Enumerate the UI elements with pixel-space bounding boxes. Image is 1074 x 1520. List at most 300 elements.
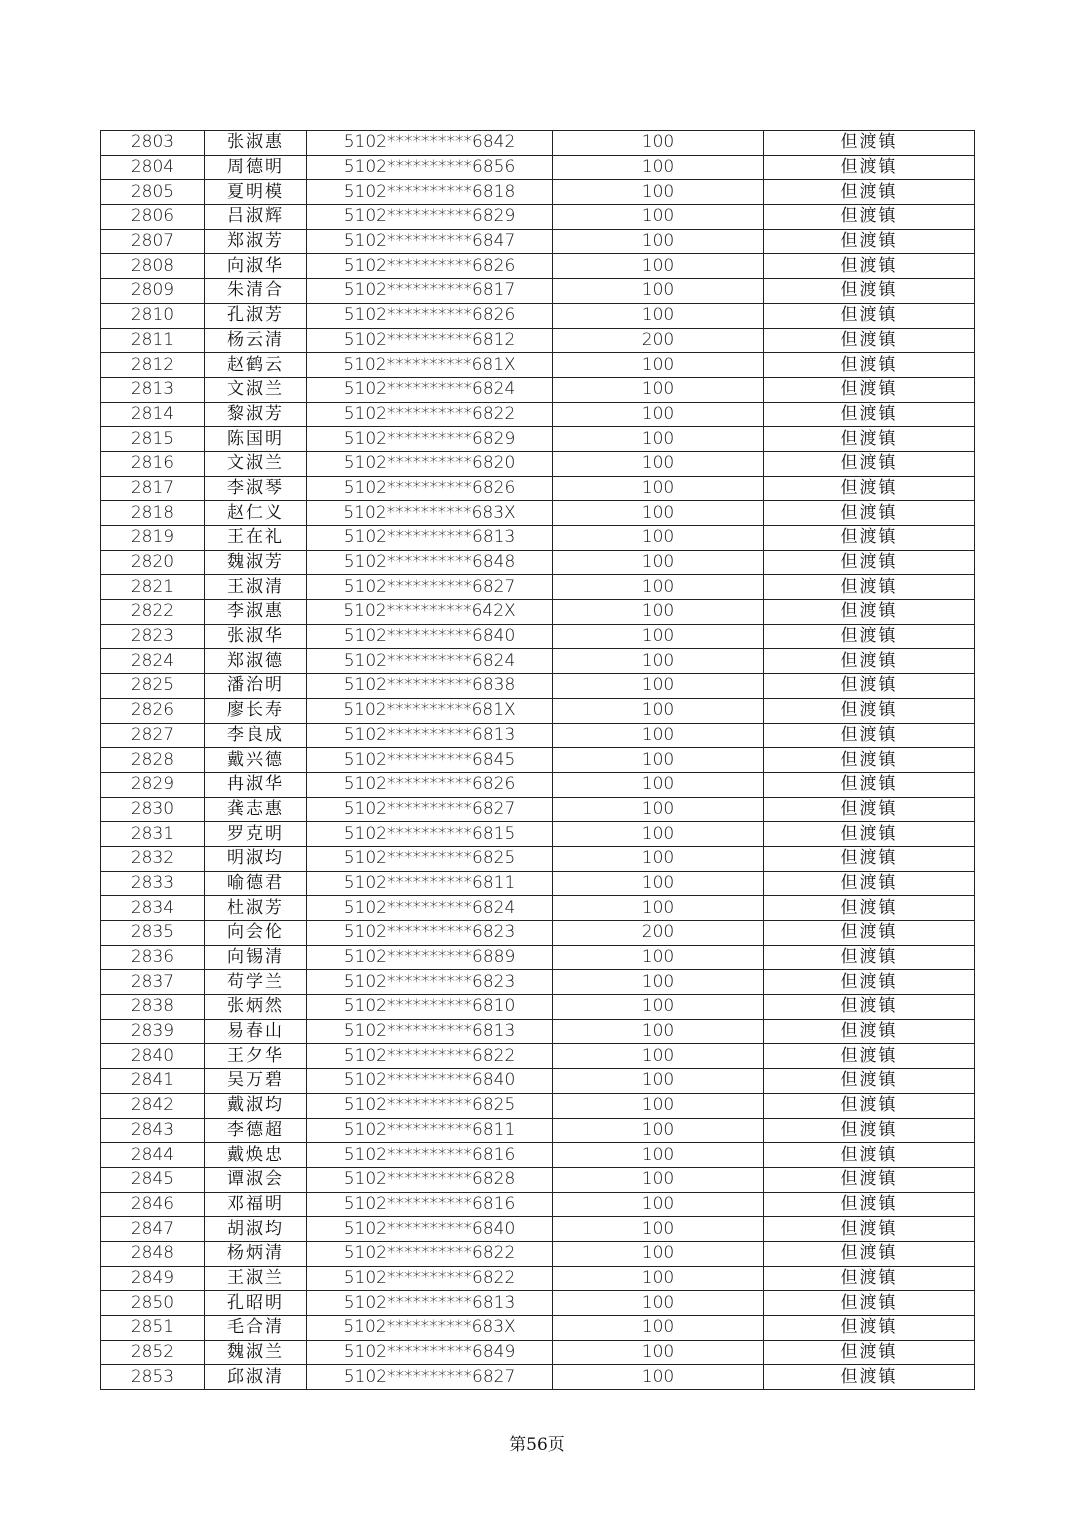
- cell-id-number: 5102**********6828: [307, 1167, 553, 1192]
- cell-serial-number: 2808: [101, 254, 205, 279]
- cell-id-number: 5102**********6838: [307, 674, 553, 699]
- cell-amount: 100: [553, 476, 764, 501]
- cell-amount: 100: [553, 1316, 764, 1341]
- cell-serial-number: 2809: [101, 279, 205, 304]
- table-row: [101, 526, 975, 551]
- table-row: [101, 797, 975, 822]
- cell-id-number: 5102**********6840: [307, 624, 553, 649]
- cell-amount: 100: [553, 451, 764, 476]
- table-row: [101, 748, 975, 773]
- cell-person-name: 毛合清: [205, 1316, 307, 1341]
- cell-person-name: 罗克明: [205, 822, 307, 847]
- cell-id-number: 5102**********683X: [307, 501, 553, 526]
- cell-person-name: 易春山: [205, 1019, 307, 1044]
- cell-person-name: 戴焕忠: [205, 1143, 307, 1168]
- cell-person-name: 赵仁义: [205, 501, 307, 526]
- cell-town: 但渡镇: [764, 1291, 975, 1316]
- cell-serial-number: 2833: [101, 871, 205, 896]
- cell-id-number: 5102**********6822: [307, 1241, 553, 1266]
- cell-amount: 100: [553, 1143, 764, 1168]
- cell-serial-number: 2822: [101, 600, 205, 625]
- cell-amount: 100: [553, 871, 764, 896]
- cell-amount: 100: [553, 600, 764, 625]
- cell-serial-number: 2848: [101, 1241, 205, 1266]
- cell-serial-number: 2816: [101, 451, 205, 476]
- cell-serial-number: 2814: [101, 402, 205, 427]
- cell-town: 但渡镇: [764, 772, 975, 797]
- cell-serial-number: 2843: [101, 1118, 205, 1143]
- cell-person-name: 向淑华: [205, 254, 307, 279]
- cell-id-number: 5102**********6811: [307, 1118, 553, 1143]
- cell-id-number: 5102**********6811: [307, 871, 553, 896]
- cell-amount: 100: [553, 205, 764, 230]
- table-row: [101, 550, 975, 575]
- table-row: [101, 772, 975, 797]
- cell-town: 但渡镇: [764, 649, 975, 674]
- cell-amount: 100: [553, 995, 764, 1020]
- cell-person-name: 龚志惠: [205, 797, 307, 822]
- cell-person-name: 王夕华: [205, 1044, 307, 1069]
- cell-serial-number: 2839: [101, 1019, 205, 1044]
- cell-id-number: 5102**********6823: [307, 921, 553, 946]
- cell-amount: 100: [553, 254, 764, 279]
- cell-amount: 100: [553, 279, 764, 304]
- cell-id-number: 5102**********6826: [307, 772, 553, 797]
- cell-town: 但渡镇: [764, 180, 975, 205]
- cell-serial-number: 2811: [101, 328, 205, 353]
- cell-person-name: 魏淑兰: [205, 1340, 307, 1365]
- cell-amount: 100: [553, 1365, 764, 1390]
- table-row: [101, 896, 975, 921]
- cell-amount: 100: [553, 970, 764, 995]
- cell-town: 但渡镇: [764, 1266, 975, 1291]
- cell-id-number: 5102**********6813: [307, 1291, 553, 1316]
- table-row: [101, 871, 975, 896]
- cell-town: 但渡镇: [764, 451, 975, 476]
- table-row: [101, 205, 975, 230]
- cell-serial-number: 2806: [101, 205, 205, 230]
- cell-serial-number: 2849: [101, 1266, 205, 1291]
- cell-person-name: 吴万碧: [205, 1069, 307, 1094]
- cell-person-name: 戴淑均: [205, 1093, 307, 1118]
- cell-person-name: 杨炳清: [205, 1241, 307, 1266]
- cell-person-name: 戴兴德: [205, 748, 307, 773]
- table-row: [101, 1340, 975, 1365]
- cell-serial-number: 2834: [101, 896, 205, 921]
- cell-amount: 100: [553, 1167, 764, 1192]
- cell-town: 但渡镇: [764, 1118, 975, 1143]
- cell-id-number: 5102**********6847: [307, 229, 553, 254]
- cell-town: 但渡镇: [764, 945, 975, 970]
- table-row: [101, 945, 975, 970]
- cell-person-name: 王在礼: [205, 526, 307, 551]
- cell-town: 但渡镇: [764, 1167, 975, 1192]
- cell-serial-number: 2810: [101, 303, 205, 328]
- roster-table: [100, 130, 975, 1390]
- cell-id-number: 5102**********6817: [307, 279, 553, 304]
- cell-town: 但渡镇: [764, 797, 975, 822]
- cell-person-name: 向锡清: [205, 945, 307, 970]
- cell-id-number: 5102**********6849: [307, 1340, 553, 1365]
- table-row: [101, 624, 975, 649]
- cell-serial-number: 2832: [101, 846, 205, 871]
- table-row: [101, 328, 975, 353]
- cell-serial-number: 2826: [101, 698, 205, 723]
- cell-serial-number: 2852: [101, 1340, 205, 1365]
- cell-serial-number: 2835: [101, 921, 205, 946]
- cell-serial-number: 2803: [101, 131, 205, 156]
- cell-id-number: 5102**********6826: [307, 303, 553, 328]
- cell-amount: 100: [553, 353, 764, 378]
- cell-id-number: 5102**********6840: [307, 1217, 553, 1242]
- table-row: [101, 353, 975, 378]
- cell-amount: 100: [553, 822, 764, 847]
- cell-amount: 100: [553, 1291, 764, 1316]
- cell-serial-number: 2812: [101, 353, 205, 378]
- cell-town: 但渡镇: [764, 970, 975, 995]
- cell-id-number: 5102**********6822: [307, 1044, 553, 1069]
- table-row: [101, 649, 975, 674]
- cell-serial-number: 2829: [101, 772, 205, 797]
- table-row: [101, 1044, 975, 1069]
- cell-serial-number: 2844: [101, 1143, 205, 1168]
- table-row: [101, 970, 975, 995]
- cell-town: 但渡镇: [764, 1192, 975, 1217]
- cell-id-number: 5102**********6822: [307, 1266, 553, 1291]
- cell-serial-number: 2804: [101, 155, 205, 180]
- table-row: [101, 229, 975, 254]
- cell-amount: 100: [553, 1069, 764, 1094]
- table-row: [101, 600, 975, 625]
- cell-serial-number: 2850: [101, 1291, 205, 1316]
- cell-id-number: 5102**********683X: [307, 1316, 553, 1341]
- cell-town: 但渡镇: [764, 501, 975, 526]
- cell-person-name: 李淑琴: [205, 476, 307, 501]
- cell-id-number: 5102**********6825: [307, 846, 553, 871]
- table-row: [101, 377, 975, 402]
- cell-serial-number: 2817: [101, 476, 205, 501]
- cell-serial-number: 2841: [101, 1069, 205, 1094]
- cell-amount: 100: [553, 1241, 764, 1266]
- cell-id-number: 5102**********6826: [307, 476, 553, 501]
- cell-person-name: 喻德君: [205, 871, 307, 896]
- cell-amount: 200: [553, 328, 764, 353]
- cell-person-name: 杜淑芳: [205, 896, 307, 921]
- cell-town: 但渡镇: [764, 279, 975, 304]
- cell-amount: 100: [553, 180, 764, 205]
- cell-amount: 100: [553, 377, 764, 402]
- cell-amount: 100: [553, 797, 764, 822]
- cell-id-number: 5102**********6824: [307, 649, 553, 674]
- table-row: [101, 1167, 975, 1192]
- cell-id-number: 5102**********6845: [307, 748, 553, 773]
- cell-person-name: 李德超: [205, 1118, 307, 1143]
- cell-id-number: 5102**********6827: [307, 575, 553, 600]
- cell-town: 但渡镇: [764, 402, 975, 427]
- cell-person-name: 周德明: [205, 155, 307, 180]
- cell-person-name: 潘治明: [205, 674, 307, 699]
- table-row: [101, 451, 975, 476]
- cell-serial-number: 2807: [101, 229, 205, 254]
- cell-serial-number: 2831: [101, 822, 205, 847]
- cell-amount: 100: [553, 674, 764, 699]
- cell-amount: 100: [553, 229, 764, 254]
- table-row: [101, 131, 975, 156]
- cell-town: 但渡镇: [764, 526, 975, 551]
- cell-town: 但渡镇: [764, 871, 975, 896]
- cell-person-name: 孔昭明: [205, 1291, 307, 1316]
- cell-amount: 100: [553, 1019, 764, 1044]
- cell-town: 但渡镇: [764, 476, 975, 501]
- cell-id-number: 5102**********6813: [307, 1019, 553, 1044]
- cell-person-name: 邓福明: [205, 1192, 307, 1217]
- cell-id-number: 5102**********6825: [307, 1093, 553, 1118]
- cell-amount: 100: [553, 1044, 764, 1069]
- cell-amount: 100: [553, 402, 764, 427]
- table-row: [101, 476, 975, 501]
- cell-person-name: 向会伦: [205, 921, 307, 946]
- cell-amount: 100: [553, 575, 764, 600]
- cell-id-number: 5102**********681X: [307, 353, 553, 378]
- table-row: [101, 674, 975, 699]
- cell-person-name: 文淑兰: [205, 377, 307, 402]
- cell-amount: 100: [553, 846, 764, 871]
- table-row: [101, 1241, 975, 1266]
- cell-id-number: 5102**********6889: [307, 945, 553, 970]
- cell-person-name: 明淑均: [205, 846, 307, 871]
- cell-person-name: 黎淑芳: [205, 402, 307, 427]
- cell-amount: 100: [553, 1340, 764, 1365]
- cell-serial-number: 2815: [101, 427, 205, 452]
- cell-amount: 100: [553, 698, 764, 723]
- cell-id-number: 5102**********6816: [307, 1143, 553, 1168]
- table-row: [101, 1316, 975, 1341]
- cell-amount: 100: [553, 1118, 764, 1143]
- table-row: [101, 1266, 975, 1291]
- cell-person-name: 孔淑芳: [205, 303, 307, 328]
- table-row: [101, 155, 975, 180]
- table-row: [101, 846, 975, 871]
- cell-serial-number: 2830: [101, 797, 205, 822]
- cell-town: 但渡镇: [764, 254, 975, 279]
- cell-amount: 100: [553, 1266, 764, 1291]
- table-row: [101, 303, 975, 328]
- cell-person-name: 张淑华: [205, 624, 307, 649]
- cell-amount: 100: [553, 748, 764, 773]
- cell-town: 但渡镇: [764, 748, 975, 773]
- cell-town: 但渡镇: [764, 674, 975, 699]
- cell-id-number: 5102**********681X: [307, 698, 553, 723]
- cell-serial-number: 2827: [101, 723, 205, 748]
- cell-amount: 100: [553, 772, 764, 797]
- table-row: [101, 723, 975, 748]
- cell-amount: 100: [553, 131, 764, 156]
- table-row: [101, 698, 975, 723]
- cell-serial-number: 2821: [101, 575, 205, 600]
- cell-serial-number: 2842: [101, 1093, 205, 1118]
- cell-id-number: 5102**********6812: [307, 328, 553, 353]
- cell-town: 但渡镇: [764, 896, 975, 921]
- cell-town: 但渡镇: [764, 624, 975, 649]
- cell-person-name: 张炳然: [205, 995, 307, 1020]
- cell-amount: 100: [553, 427, 764, 452]
- table-body: [101, 131, 975, 1390]
- cell-person-name: 夏明模: [205, 180, 307, 205]
- cell-amount: 100: [553, 1192, 764, 1217]
- table-row: [101, 180, 975, 205]
- cell-person-name: 杨云清: [205, 328, 307, 353]
- table-row: [101, 427, 975, 452]
- cell-amount: 200: [553, 921, 764, 946]
- table-row: [101, 822, 975, 847]
- cell-town: 但渡镇: [764, 921, 975, 946]
- cell-id-number: 5102**********6840: [307, 1069, 553, 1094]
- table-row: [101, 1118, 975, 1143]
- cell-town: 但渡镇: [764, 723, 975, 748]
- table-row: [101, 501, 975, 526]
- table-row: [101, 1291, 975, 1316]
- cell-person-name: 张淑惠: [205, 131, 307, 156]
- cell-amount: 100: [553, 155, 764, 180]
- cell-town: 但渡镇: [764, 550, 975, 575]
- cell-person-name: 廖长寿: [205, 698, 307, 723]
- cell-person-name: 胡淑均: [205, 1217, 307, 1242]
- cell-amount: 100: [553, 1217, 764, 1242]
- cell-serial-number: 2818: [101, 501, 205, 526]
- cell-person-name: 王淑清: [205, 575, 307, 600]
- cell-town: 但渡镇: [764, 1217, 975, 1242]
- cell-serial-number: 2825: [101, 674, 205, 699]
- table-row: [101, 921, 975, 946]
- cell-town: 但渡镇: [764, 600, 975, 625]
- cell-amount: 100: [553, 526, 764, 551]
- cell-person-name: 冉淑华: [205, 772, 307, 797]
- cell-town: 但渡镇: [764, 1044, 975, 1069]
- cell-amount: 100: [553, 723, 764, 748]
- cell-id-number: 5102**********6815: [307, 822, 553, 847]
- cell-id-number: 5102**********6824: [307, 896, 553, 921]
- cell-id-number: 5102**********642X: [307, 600, 553, 625]
- cell-serial-number: 2813: [101, 377, 205, 402]
- cell-serial-number: 2823: [101, 624, 205, 649]
- cell-serial-number: 2836: [101, 945, 205, 970]
- cell-id-number: 5102**********6842: [307, 131, 553, 156]
- cell-id-number: 5102**********6818: [307, 180, 553, 205]
- cell-id-number: 5102**********6824: [307, 377, 553, 402]
- cell-serial-number: 2838: [101, 995, 205, 1020]
- cell-serial-number: 2840: [101, 1044, 205, 1069]
- cell-id-number: 5102**********6822: [307, 402, 553, 427]
- table-row: [101, 575, 975, 600]
- cell-id-number: 5102**********6827: [307, 797, 553, 822]
- cell-amount: 100: [553, 896, 764, 921]
- cell-serial-number: 2845: [101, 1167, 205, 1192]
- cell-person-name: 魏淑芳: [205, 550, 307, 575]
- table-row: [101, 995, 975, 1020]
- cell-person-name: 赵鹤云: [205, 353, 307, 378]
- cell-person-name: 李淑惠: [205, 600, 307, 625]
- table-row: [101, 1069, 975, 1094]
- cell-town: 但渡镇: [764, 1093, 975, 1118]
- table-row: [101, 1019, 975, 1044]
- roster-table-container: [100, 130, 974, 1390]
- cell-amount: 100: [553, 501, 764, 526]
- table-row: [101, 254, 975, 279]
- cell-person-name: 李良成: [205, 723, 307, 748]
- cell-person-name: 谭淑会: [205, 1167, 307, 1192]
- cell-person-name: 陈国明: [205, 427, 307, 452]
- cell-town: 但渡镇: [764, 1069, 975, 1094]
- cell-town: 但渡镇: [764, 229, 975, 254]
- cell-amount: 100: [553, 945, 764, 970]
- cell-town: 但渡镇: [764, 1241, 975, 1266]
- cell-town: 但渡镇: [764, 353, 975, 378]
- cell-amount: 100: [553, 1093, 764, 1118]
- cell-person-name: 文淑兰: [205, 451, 307, 476]
- cell-id-number: 5102**********6820: [307, 451, 553, 476]
- cell-serial-number: 2853: [101, 1365, 205, 1390]
- cell-town: 但渡镇: [764, 1340, 975, 1365]
- cell-id-number: 5102**********6827: [307, 1365, 553, 1390]
- cell-person-name: 苟学兰: [205, 970, 307, 995]
- cell-town: 但渡镇: [764, 698, 975, 723]
- table-row: [101, 1192, 975, 1217]
- cell-town: 但渡镇: [764, 575, 975, 600]
- cell-town: 但渡镇: [764, 427, 975, 452]
- page-number: 第56页: [509, 1435, 565, 1455]
- cell-id-number: 5102**********6813: [307, 723, 553, 748]
- cell-serial-number: 2819: [101, 526, 205, 551]
- cell-person-name: 吕淑辉: [205, 205, 307, 230]
- cell-town: 但渡镇: [764, 1365, 975, 1390]
- cell-id-number: 5102**********6848: [307, 550, 553, 575]
- cell-person-name: 邱淑清: [205, 1365, 307, 1390]
- cell-amount: 100: [553, 303, 764, 328]
- table-row: [101, 279, 975, 304]
- cell-person-name: 朱清合: [205, 279, 307, 304]
- cell-id-number: 5102**********6856: [307, 155, 553, 180]
- cell-person-name: 王淑兰: [205, 1266, 307, 1291]
- cell-serial-number: 2837: [101, 970, 205, 995]
- cell-town: 但渡镇: [764, 377, 975, 402]
- table-row: [101, 402, 975, 427]
- cell-id-number: 5102**********6826: [307, 254, 553, 279]
- cell-id-number: 5102**********6829: [307, 427, 553, 452]
- table-row: [101, 1093, 975, 1118]
- cell-serial-number: 2820: [101, 550, 205, 575]
- cell-serial-number: 2824: [101, 649, 205, 674]
- cell-serial-number: 2846: [101, 1192, 205, 1217]
- cell-serial-number: 2847: [101, 1217, 205, 1242]
- cell-id-number: 5102**********6810: [307, 995, 553, 1020]
- cell-town: 但渡镇: [764, 1316, 975, 1341]
- cell-town: 但渡镇: [764, 1019, 975, 1044]
- cell-id-number: 5102**********6813: [307, 526, 553, 551]
- cell-town: 但渡镇: [764, 303, 975, 328]
- cell-amount: 100: [553, 624, 764, 649]
- cell-town: 但渡镇: [764, 995, 975, 1020]
- cell-person-name: 郑淑德: [205, 649, 307, 674]
- table-row: [101, 1217, 975, 1242]
- cell-town: 但渡镇: [764, 155, 975, 180]
- cell-id-number: 5102**********6823: [307, 970, 553, 995]
- cell-person-name: 郑淑芳: [205, 229, 307, 254]
- cell-town: 但渡镇: [764, 846, 975, 871]
- cell-town: 但渡镇: [764, 1143, 975, 1168]
- cell-id-number: 5102**********6829: [307, 205, 553, 230]
- cell-serial-number: 2805: [101, 180, 205, 205]
- cell-amount: 100: [553, 550, 764, 575]
